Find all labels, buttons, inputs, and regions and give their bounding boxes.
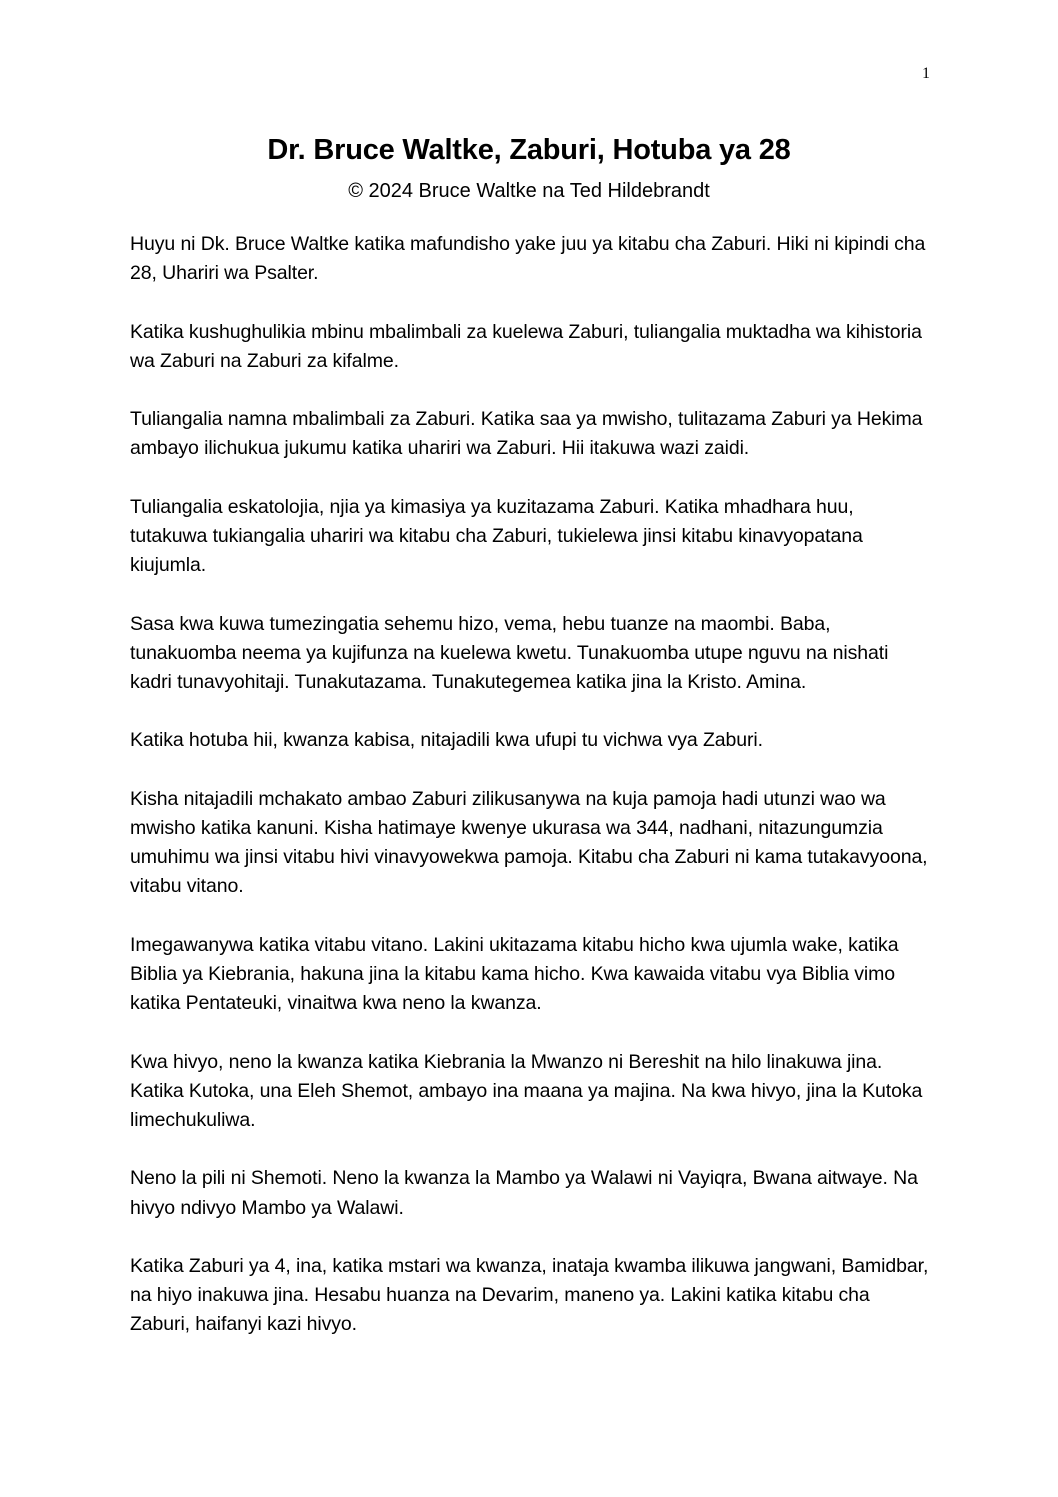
paragraph-11: Katika Zaburi ya 4, ina, katika mstari wa kwanza, inataja kwamba ilikuwa jangwani, Bamidbar, na hiyo inakuwa jina. Hesabu huanza na Devarim, maneno ya. Lakini katika kitabu cha Zaburi, haifanyi kazi hivyo. (130, 1254, 929, 1336)
paragraph-9: Kwa hivyo, neno la kwanza katika Kiebrania la Mwanzo ni Bereshit na hilo linakuwa jina. Katika Kutoka, una Eleh Shemot, ambayo ina maana ya majina. Na kwa hivyo, jina la Kutoka limechukuliwa. (130, 1050, 923, 1131)
paragraph-1: Huyu ni Dk. Bruce Waltke katika mafundisho yake juu ya kitabu cha Zaburi. Hiki ni kipindi cha 28, Uhariri wa Psalter. (130, 233, 926, 285)
document-title: Dr. Bruce Waltke, Zaburi, Hotuba ya 28 (267, 134, 791, 166)
paragraph-5: Sasa kwa kuwa tumezingatia sehemu hizo, vema, hebu tuanze na maombi. Baba, tunakuomba neema ya kujifunza na kuelewa kwetu. Tunakuomba utupe nguvu na nishati kadri tunavyohitaji. Tunakutazama. Tunakutegemea katika jina la Kristo. Amina. (130, 612, 889, 693)
document-body (130, 230, 930, 1369)
paragraph-7: Kisha nitajadili mchakato ambao Zaburi zilikusanywa na kuja pamoja hadi utunzi wao wa mwisho katika kanuni. Kisha hatimaye kwenye ukurasa wa 344, nadhani, nitazungumzia umuhimu wa jinsi vitabu hivi vinavyowekwa pamoja. Kitabu cha Zaburi ni kama tutakavyoona, vitabu vitano. (130, 787, 928, 898)
paragraph-3: Tuliangalia namna mbalimbali za Zaburi. Katika saa ya mwisho, tulitazama Zaburi ya Hekima ambayo ilichukua jukumu katika uhariri wa Zaburi. Hii itakuwa wazi zaidi. (130, 408, 923, 460)
page-number: 1 (922, 65, 930, 82)
paragraph-10: Neno la pili ni Shemoti. Neno la kwanza la Mambo ya Walawi ni Vayiqra, Bwana aitwaye. Na hivyo ndivyo Mambo ya Walawi. (130, 1167, 918, 1219)
copyright-line: © 2024 Bruce Waltke na Ted Hildebrandt (348, 180, 710, 202)
paragraph-6: Katika hotuba hii, kwanza kabisa, nitajadili kwa ufupi tu vichwa vya Zaburi. (130, 729, 763, 752)
paragraph-4: Tuliangalia eskatolojia, njia ya kimasiya ya kuzitazama Zaburi. Katika mhadhara huu, tutakuwa tukiangalia uhariri wa kitabu cha Zaburi, tukielewa jinsi kitabu kinavyopatana kiujumla. (130, 495, 863, 577)
paragraph-2: Katika kushughulikia mbinu mbalimbali za kuelewa Zaburi, tuliangalia muktadha wa kihistoria wa Zaburi na Zaburi za kifalme. (130, 320, 922, 372)
paragraph-8: Imegawanywa katika vitabu vitano. Lakini ukitazama kitabu hicho kwa ujumla wake, katika Biblia ya Kiebrania, hakuna jina la kitabu kama hicho. Kwa kawaida vitabu vya Biblia vimo katika Pentateuki, vinaitwa kwa neno la kwanza. (130, 933, 899, 1015)
